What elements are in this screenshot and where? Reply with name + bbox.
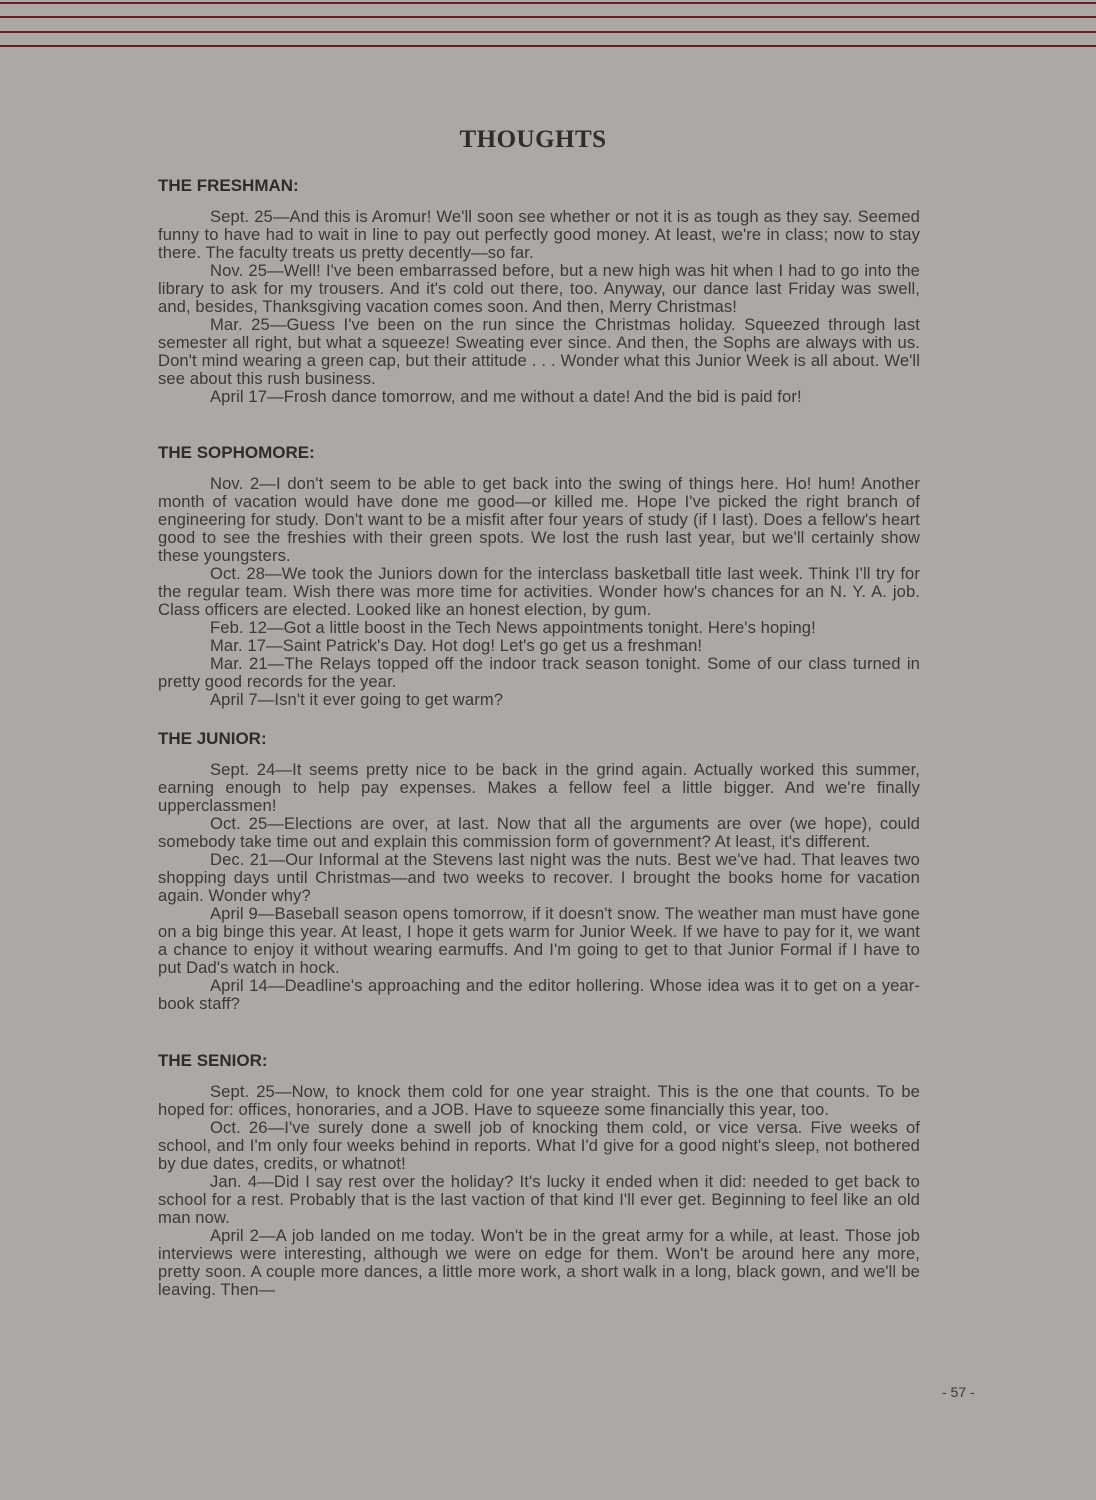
section-senior [158, 1051, 920, 1299]
diary-entry: Oct. 28—We took the Juniors down for the interclass basketball title last week. Think I'll try for the regular team. Wish there was more time for activities. Wonder how's chances for an N. Y. A. job. Class officers are elected. Looked like an honest election, by gum. [158, 564, 920, 619]
diary-entry: April 14—Deadline's approaching and the editor hollering. Whose idea was it to get on a year-book staff? [158, 976, 920, 1013]
diary-entry: Sept. 24—It seems pretty nice to be back in the grind again. Actually worked this summer, earning enough to help pay expenses. Makes a fellow feel a little bigger. And we're finally upperclassmen! [158, 760, 920, 815]
section-freshman [158, 176, 920, 406]
decorative-rule [0, 2, 1096, 4]
section-heading: THE SOPHOMORE: [158, 443, 315, 462]
diary-entry: Dec. 21—Our Informal at the Stevens last night was the nuts. Best we've had. That leaves two shopping days until Christmas—and two weeks to recover. I brought the books home for vacation again. Wonder why? [158, 850, 920, 905]
diary-entry: Sept. 25—And this is Aromur! We'll soon see whether or not it is as tough as they say. Seemed funny to have had to wait in line to pay out perfectly good money. At least, we're in class; now to stay there. The faculty treats us pretty decently—so far. [158, 207, 920, 262]
diary-entry: Mar. 21—The Relays topped off the indoor track season tonight. Some of our class turned in pretty good records for the year. [158, 654, 920, 691]
section-heading: THE SENIOR: [158, 1051, 268, 1070]
diary-entry: April 2—A job landed on me today. Won't be in the great army for a while, at least. Those job interviews were interesting, although we were on edge for them. Won't be around here any more, pretty soon. A couple more dances, a little more work, a short walk in a long, black gown, and we'll be leaving. Then— [158, 1226, 920, 1299]
diary-entry: Nov. 2—I don't seem to be able to get back into the swing of things here. Ho! hum! Another month of vacation would have done me good—or killed me. Hope I've picked the right branch of engineering for study. Don't want to be a misfit after four years of study (if I last). Does a fellow's heart good to see the freshies with their green spots. We lost the rush last year, but we'll certainly show these youngsters. [158, 474, 920, 565]
diary-entry: Mar. 25—Guess I've been on the run since the Christmas holiday. Squeezed through last semester all right, but what a squeeze! Sweating ever since. And then, the Sophs are always with us. Don't mind wearing a green cap, but their attitude . . . Wonder what this Junior Week is all about. We'll see about this rush business. [158, 315, 920, 388]
section-heading: THE FRESHMAN: [158, 176, 299, 195]
section-heading: THE JUNIOR: [158, 729, 267, 748]
decorative-rule [0, 31, 1096, 33]
diary-entry: Oct. 25—Elections are over, at last. Now that all the arguments are over (we hope), could somebody take time out and explain this commission form of government? At least, it's different. [158, 814, 920, 851]
section-sophomore [158, 443, 920, 709]
diary-entry: April 17—Frosh dance tomorrow, and me without a date! And the bid is paid for! [210, 387, 802, 406]
diary-entry: Sept. 25—Now, to knock them cold for one year straight. This is the one that counts. To be hoped for: offices, honoraries, and a JOB. Have to squeeze some financially this year, too. [158, 1082, 920, 1119]
decorative-rule [0, 45, 1096, 47]
page-number: - 57 - [942, 1384, 975, 1400]
diary-entry: Oct. 26—I've surely done a swell job of knocking them cold, or vice versa. Five weeks of school, and I'm only four weeks behind in reports. What I'd give for a good night's sleep, not bothered by due dates, credits, or whatnot! [158, 1118, 920, 1173]
diary-entry: Jan. 4—Did I say rest over the holiday? It's lucky it ended when it did: needed to get back to school for a rest. Probably that is the last vaction of that kind I'll ever get. Beginning to feel like an old man now. [158, 1172, 920, 1227]
diary-entry: April 7—Isn't it ever going to get warm? [210, 690, 504, 709]
diary-entry: April 9—Baseball season opens tomorrow, if it doesn't snow. The weather man must have gone on a big binge this year. At least, I hope it gets warm for Junior Week. If we have to pay for it, we want a chance to enjoy it without wearing earmuffs. And I'm going to get to that Junior Formal if I have to put Dad's watch in hock. [158, 904, 920, 977]
diary-entry: Feb. 12—Got a little boost in the Tech News appointments tonight. Here's hoping! [210, 618, 816, 637]
decorative-rule [0, 16, 1096, 18]
section-junior [158, 729, 920, 1013]
diary-entry: Nov. 25—Well! I've been embarrassed before, but a new high was hit when I had to go into the library to ask for my trousers. And it's cold out there, too. Anyway, our dance last Friday was swell, and, besides, Thanksgiving vacation comes soon. And then, Merry Christmas! [158, 261, 920, 316]
page-title: THOUGHTS [459, 126, 607, 153]
diary-entry: Mar. 17—Saint Patrick's Day. Hot dog! Let's go get us a freshman! [210, 636, 703, 655]
